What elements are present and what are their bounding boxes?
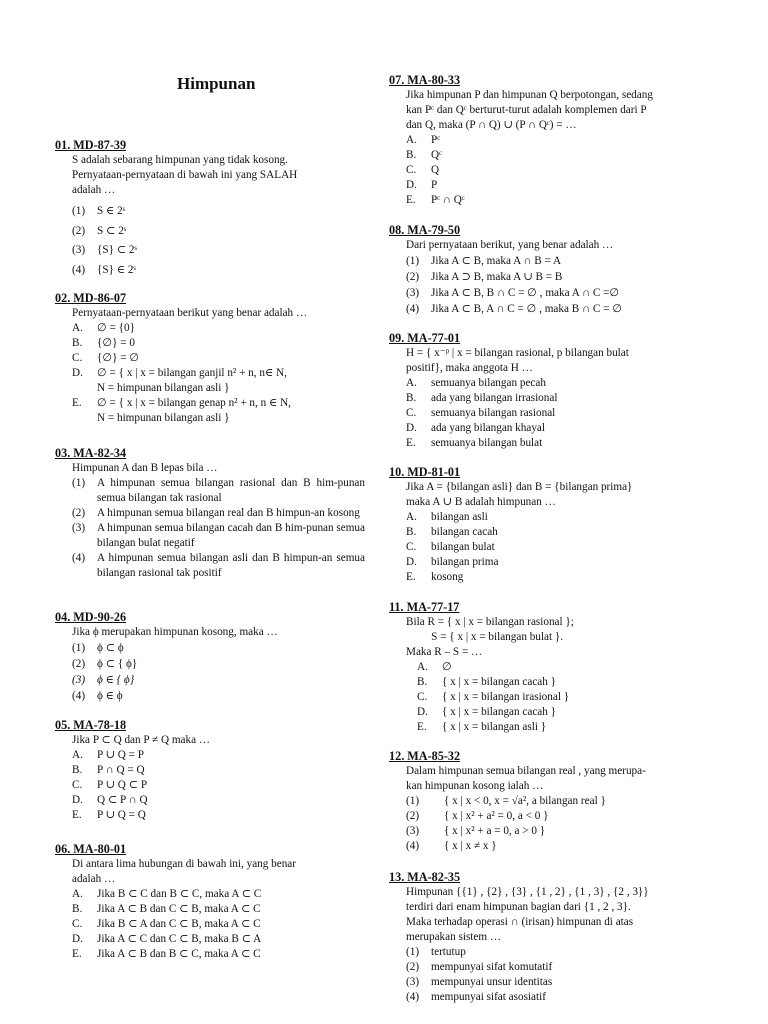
- question-number: 01. MD-87-39: [55, 138, 127, 152]
- option: (3) Jika A ⊂ B, B ∩ C = ∅ , maka A ∩ C =∅: [406, 287, 620, 299]
- option: E. P ∪ Q = Q: [72, 809, 146, 821]
- option: B. P ∩ Q = Q: [72, 764, 145, 776]
- question-number: 09. MA-77-01: [389, 331, 461, 345]
- option: (1) S ∈ 2ˢ: [72, 205, 126, 217]
- option: (3) ϕ ∈ { ϕ}: [72, 674, 135, 686]
- question-text: Dalam himpunan semua bilangan real , yang merupa- kan himpunan kosong ialah …: [406, 765, 646, 792]
- option: (3) mempunyai unsur identitas: [406, 976, 553, 988]
- option: (1) { x | x < 0, x = √a², a bilangan real }: [406, 795, 606, 807]
- option: (4) Jika A ⊂ B, A ∩ C = ∅ , maka B ∩ C = ∅: [406, 303, 622, 315]
- question-text: H = { x⁻ᵖ | x = bilangan rasional, p bilangan bulat positif}, maka anggota H …: [406, 347, 629, 374]
- option: E. Jika A ⊂ B dan B ⊂ C, maka A ⊂ C: [72, 948, 261, 960]
- option: A. bilangan asli: [406, 511, 488, 523]
- question-number: 07. MA-80-33: [389, 73, 461, 87]
- option: (4) mempunyai sifat asosiatif: [406, 991, 546, 1003]
- option: (2) { x | x² + a² = 0, a < 0 }: [406, 810, 549, 822]
- option: C. semuanya bilangan rasional: [406, 407, 556, 419]
- option: C. { x | x = bilangan irasional }: [417, 691, 570, 703]
- question-12: [389, 749, 711, 854]
- option: E. Pᶜ ∩ Qᶜ: [406, 194, 465, 206]
- question-07: [389, 73, 711, 208]
- question-number: 06. MA-80-01: [55, 842, 127, 856]
- option: (2) S ⊂ 2ˢ: [72, 224, 127, 237]
- option: (2) ϕ ⊂ { ϕ}: [72, 658, 138, 670]
- option: C. Q: [406, 164, 440, 176]
- question-text: Jika P ⊂ Q dan P ≠ Q maka …: [72, 734, 211, 746]
- option: (1) Jika A ⊂ B, maka A ∩ B = A: [406, 255, 562, 267]
- question-11: [389, 600, 711, 735]
- option: A. semuanya bilangan pecah: [406, 377, 546, 389]
- question-text: Himpunan {{1} , {2} , {3} , {1 , 2} , {1 , 3} , {2 , 3}} terdiri dari enam himpunan bagian dari {1 , 2 , 3}. Maka terhadap operasi ∩ (irisan) himpunan di atas merupakan sistem …: [406, 886, 649, 943]
- question-number: 08. MA-79-50: [389, 223, 461, 237]
- question-10: [389, 465, 711, 585]
- question-02: [55, 291, 365, 426]
- option: B. {∅} = 0: [72, 337, 135, 349]
- question-08: [389, 223, 711, 317]
- option: (4) A himpunan semua bilangan asli dan B himpun-an semua bilangan rasional tak positif: [72, 552, 365, 579]
- question-09: [389, 331, 711, 451]
- option: B. bilangan cacah: [406, 526, 498, 538]
- option: (2) A himpunan semua bilangan real dan B himpun-an kosong: [72, 507, 360, 519]
- question-number: 02. MD-86-07: [55, 291, 127, 305]
- question-number: 12. MA-85-32: [389, 749, 461, 763]
- option: C. Jika B ⊂ A dan C ⊂ B, maka A ⊂ C: [72, 918, 261, 930]
- option: C. {∅} = ∅: [72, 352, 140, 364]
- option: D. Jika A ⊂ C dan C ⊂ B, maka B ⊂ A: [72, 933, 262, 945]
- option: (4) ϕ ∈ ϕ: [72, 690, 123, 702]
- question-01: [55, 138, 365, 280]
- question-number: 10. MD-81-01: [389, 465, 461, 479]
- question-05: [55, 718, 365, 823]
- question-text: Jika himpunan P dan himpunan Q berpotongan, sedang kan Pᶜ dan Qᶜ berturut-turut adalah komplemen dari P dan Q, maka (P ∩ Q) ∪ (P ∩ Qᶜ) = …: [406, 89, 653, 131]
- option: E. kosong: [406, 571, 464, 583]
- option: B. { x | x = bilangan cacah }: [417, 676, 557, 688]
- option-continued: N = himpunan bilangan asli }: [97, 382, 230, 394]
- question-text: S adalah sebarang himpunan yang tidak kosong. Pernyataan-pernyataan di bawah ini yang SALAH adalah …: [72, 154, 298, 196]
- question-number: 11. MA-77-17: [389, 600, 460, 614]
- option: (1) tertutup: [406, 946, 466, 958]
- option: (4) { x | x ≠ x }: [406, 840, 497, 852]
- option: D. P: [406, 179, 438, 191]
- question-text: Himpunan A dan B lepas bila …: [72, 462, 218, 474]
- question-06: [55, 842, 365, 962]
- option-continued: N = himpunan bilangan asli }: [97, 412, 230, 424]
- option: A. ∅: [417, 661, 452, 673]
- option: B. Jika A ⊂ B dan C ⊂ B, maka A ⊂ C: [72, 903, 261, 915]
- option: C. bilangan bulat: [406, 541, 495, 553]
- page-title: Himpunan: [177, 74, 256, 93]
- option: A. P ∪ Q = P: [72, 749, 144, 761]
- option: C. P ∪ Q ⊂ P: [72, 779, 148, 791]
- option: (1) A himpunan semua bilangan rasional dan B him-punan semua bilangan tak rasional: [72, 477, 365, 504]
- question-text: Jika ϕ merupakan himpunan kosong, maka …: [72, 626, 278, 638]
- question-number: 03. MA-82-34: [55, 446, 127, 460]
- option: (2) mempunyai sifat komutatif: [406, 961, 553, 973]
- option: (3) {S} ⊂ 2ˢ: [72, 244, 137, 256]
- option: B. ada yang bilangan irrasional: [406, 392, 558, 404]
- question-text: Dari pernyataan berikut, yang benar adalah …: [406, 239, 614, 251]
- option: D. Q ⊂ P ∩ Q: [72, 794, 148, 806]
- option: B. Qᶜ: [406, 149, 442, 161]
- question-text: Di antara lima hubungan di bawah ini, yang benar adalah …: [72, 858, 296, 885]
- question-text: Jika A = {bilangan asli} dan B = {bilangan prima} maka A ∪ B adalah himpunan …: [406, 481, 633, 508]
- option: (2) Jika A ⊃ B, maka A ∪ B = B: [406, 271, 563, 283]
- option: A. Jika B ⊂ C dan B ⊂ C, maka A ⊂ C: [72, 888, 262, 900]
- option: E. { x | x = bilangan asli }: [417, 721, 547, 733]
- option: A. Pᶜ: [406, 134, 441, 146]
- option: D. ada yang bilangan khayal: [406, 422, 546, 434]
- option: (4) {S} ∈ 2ˢ: [72, 263, 136, 276]
- option: D. { x | x = bilangan cacah }: [417, 706, 557, 718]
- question-03: [55, 446, 365, 581]
- option: A. ∅ = {0}: [72, 322, 135, 334]
- question-text: Pernyataan-pernyataan berikut yang benar adalah …: [72, 307, 308, 319]
- option: (3) A himpunan semua bilangan cacah dan B him-punan semua bilangan bulat negatif: [72, 522, 365, 549]
- option: (1) ϕ ⊂ ϕ: [72, 642, 124, 654]
- option: E. semuanya bilangan bulat: [406, 437, 543, 449]
- option: D. bilangan prima: [406, 556, 499, 568]
- question-13: [389, 870, 711, 1005]
- question-04: [55, 610, 365, 704]
- question-number: 04. MD-90-26: [55, 610, 127, 624]
- option: E. ∅ = { x | x = bilangan genap n² + n, n ∈ N,: [72, 397, 291, 409]
- question-number: 13. MA-82-35: [389, 870, 461, 884]
- question-text: Bila R = { x | x = bilangan rasional }; S = { x | x = bilangan bulat }. Maka R – S = …: [406, 616, 574, 658]
- option: (3) { x | x² + a = 0, a > 0 }: [406, 825, 546, 837]
- question-number: 05. MA-78-18: [55, 718, 127, 732]
- option: D. ∅ = { x | x = bilangan ganjil n² + n, n∈ N,: [72, 367, 287, 379]
